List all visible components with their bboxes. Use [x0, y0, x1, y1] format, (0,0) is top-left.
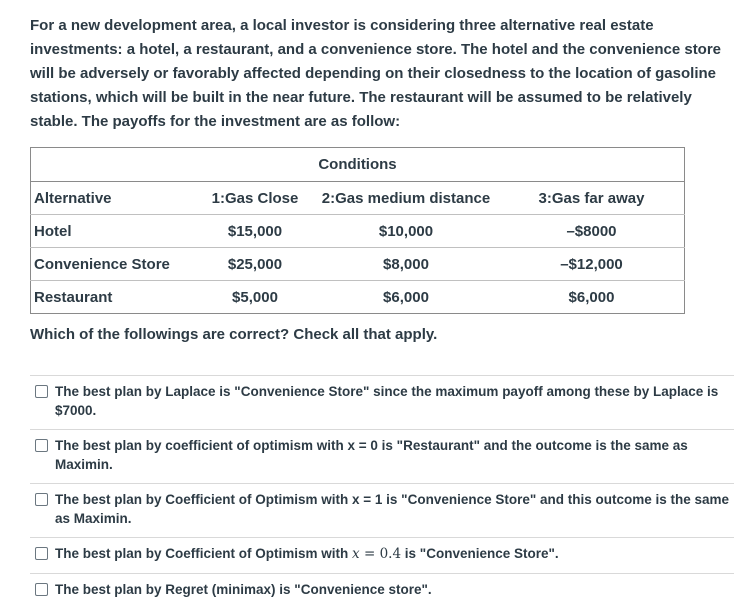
- conditions-header: Conditions: [31, 148, 685, 182]
- column-header-gas-far: 3:Gas far away: [499, 182, 685, 215]
- table-row: [31, 215, 685, 248]
- table-row: [31, 248, 685, 281]
- table-cell: $5,000: [232, 288, 278, 306]
- option-text: The best plan by Coefficient of Optimism with x = 1 is "Convenience Store" and this outcome is the same as Maximin.: [55, 492, 730, 526]
- option-text: The best plan by Laplace is "Convenience Store" since the maximum payoff among these by Laplace is $7000.: [55, 384, 719, 418]
- checkbox[interactable]: [35, 439, 48, 452]
- option-text: The best plan by Regret (minimax) is "Convenience store".: [55, 582, 432, 597]
- answer-option[interactable]: [30, 429, 734, 483]
- math-number: 0.4: [379, 546, 402, 562]
- row-label-hotel: Hotel: [31, 215, 198, 248]
- option-text-before: The best plan by Coefficient of Optimism with: [55, 546, 353, 561]
- math-variable: x: [352, 546, 360, 562]
- math-equals: =: [359, 546, 380, 562]
- table-row: [31, 281, 685, 314]
- row-label-convenience-store: Convenience Store: [31, 248, 198, 281]
- conditions-header-row: [31, 148, 685, 182]
- checkbox[interactable]: [35, 493, 48, 506]
- table-cell: –$12,000: [499, 248, 685, 281]
- option-text: The best plan by coefficient of optimism with x = 0 is "Restaurant" and the outcome is the same as Maximin.: [55, 438, 688, 472]
- answer-options: [30, 375, 734, 608]
- table-cell: –$8000: [499, 215, 685, 248]
- problem-statement: For a new development area, a local investor is considering three alternative real estate investments: a hotel, a restaurant, and a convenience store. The hotel and the convenience store will be adversely or favorably affected depending on their closedness to the location of gasoline stations, which will be built in the near future. The restaurant will be assumed to be relatively stable. The payoffs for the investment are as follow:: [30, 17, 722, 130]
- checkbox[interactable]: [35, 547, 48, 560]
- table-cell: $25,000: [197, 248, 313, 281]
- table-cell: $6,000: [383, 288, 429, 306]
- row-label-restaurant: Restaurant: [34, 288, 113, 306]
- answer-option[interactable]: [30, 483, 734, 537]
- checkbox[interactable]: [35, 583, 48, 596]
- checkbox[interactable]: [35, 385, 48, 398]
- question-prompt: Which of the followings are correct? Check all that apply.: [30, 326, 438, 343]
- answer-option[interactable]: [30, 537, 734, 573]
- alternative-header: Alternative: [31, 182, 198, 215]
- answer-option[interactable]: [30, 375, 734, 429]
- column-header-gas-medium: 2:Gas medium distance: [313, 182, 499, 215]
- column-header-gas-close: 1:Gas Close: [197, 182, 313, 215]
- answer-option[interactable]: [30, 573, 734, 608]
- table-cell: $10,000: [313, 215, 499, 248]
- table-cell: $8,000: [313, 248, 499, 281]
- option-text-after: is "Convenience Store".: [401, 546, 559, 561]
- table-cell: $15,000: [197, 215, 313, 248]
- table-cell: $6,000: [568, 288, 615, 306]
- column-header-row: [31, 182, 685, 215]
- math-expression: [352, 546, 401, 562]
- payoff-table: [30, 147, 685, 314]
